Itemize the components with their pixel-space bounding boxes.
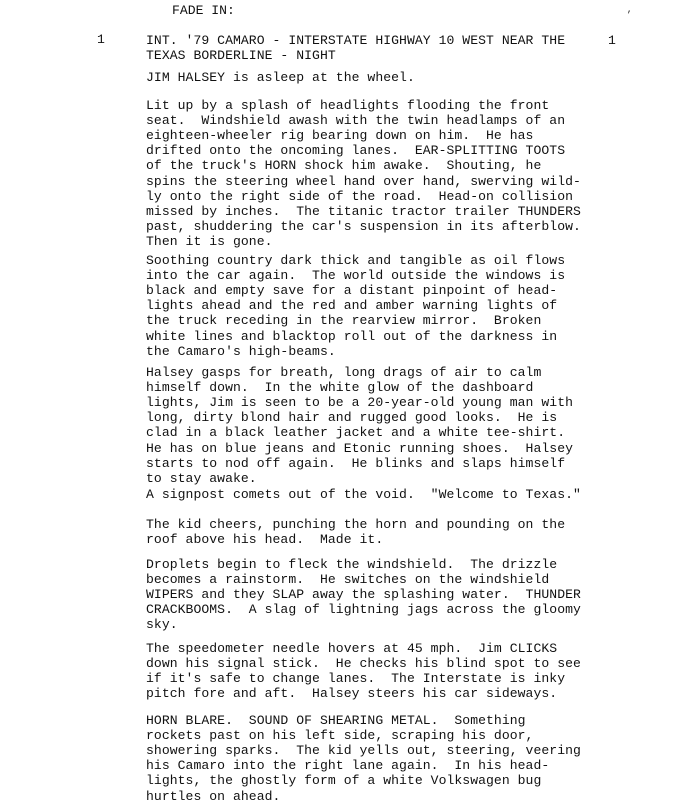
action-line: A signpost comets out of the void. "Welcome to Texas." (146, 487, 581, 502)
action-line: Then it is gone. (146, 233, 273, 249)
action-line: roof above his head. Made it. (146, 532, 384, 548)
action-line: pitch fore and aft. Halsey steers his car sideways. (146, 686, 558, 702)
action-line: sky. (146, 617, 178, 633)
scene-heading-line: INT. '79 CAMARO - INTERSTATE HIGHWAY 10 WEST NEAR THE (146, 33, 566, 48)
scene-number-left: 1 (97, 32, 105, 47)
action-line: starts to nod off again. He blinks and slaps himself (146, 455, 566, 471)
action-line: lights, the ghostly form of a white Volkswagen bug (146, 773, 542, 789)
action-line: Halsey gasps for breath, long drags of air to calm (146, 365, 542, 380)
action-line: lights ahead and the red and amber warning lights of (146, 298, 558, 314)
action-line: WIPERS and they SLAP away the splashing water. THUNDER (146, 587, 581, 603)
action-line: HORN BLARE. SOUND OF SHEARING METAL. Something (146, 713, 526, 728)
action-line: CRACKBOOMS. A slag of lightning jags across the gloomy (146, 602, 581, 618)
action-line: of the truck's HORN shock him awake. Shouting, he (146, 158, 542, 174)
action-line: Lit up by a splash of headlights flooding the front (146, 98, 550, 113)
action-line: Droplets begin to fleck the windshield. The drizzle (146, 557, 558, 572)
scene-number-right: 1 (608, 33, 616, 48)
action-line: Soothing country dark thick and tangible as oil flows (146, 253, 566, 268)
action-line: past, shuddering the car's suspension in its afterblow. (146, 218, 581, 234)
action-line: down his signal stick. He checks his blind spot to see (146, 656, 581, 672)
action-line: into the car again. The world outside the windows is (146, 268, 566, 284)
action-line: himself down. In the white glow of the dashboard (146, 380, 534, 396)
action-line: lights, Jim is seen to be a 20-year-old young man with (146, 395, 574, 411)
action-line: rockets past on his left side, scraping his door, (146, 728, 534, 744)
action-line: JIM HALSEY is asleep at the wheel. (146, 70, 415, 85)
action-line: hurtles on ahead. (146, 788, 281, 804)
action-line: showering sparks. The kid yells out, steering, veering (146, 743, 581, 759)
action-line: if it's safe to change lanes. The Interstate is inky (146, 671, 566, 687)
action-line: The kid cheers, punching the horn and pounding on the (146, 517, 566, 532)
scene-heading-line: TEXAS BORDERLINE - NIGHT (146, 48, 336, 64)
action-line: black and empty save for a distant pinpoint of head- (146, 283, 558, 299)
action-line: the Camaro's high-beams. (146, 343, 336, 359)
action-line: becomes a rainstorm. He switches on the windshield (146, 572, 550, 588)
action-line: his Camaro into the right lane again. In his head- (146, 758, 550, 774)
action-line: He has on blue jeans and Etonic running shoes. Halsey (146, 440, 574, 456)
action-line: the truck receding in the rearview mirror. Broken (146, 313, 542, 329)
action-line: seat. Windshield awash with the twin headlamps of an (146, 113, 566, 129)
action-line: clad in a black leather jacket and a white tee-shirt. (146, 425, 566, 441)
page-speck: ’ (626, 11, 633, 22)
transition-fade-in: FADE IN: (172, 3, 235, 18)
action-line: missed by inches. The titanic tractor trailer THUNDERS (146, 203, 581, 219)
action-line: long, dirty blond hair and rugged good looks. He is (146, 410, 558, 426)
action-line: white lines and blacktop roll out of the darkness in (146, 328, 558, 344)
action-line: The speedometer needle hovers at 45 mph. Jim CLICKS (146, 641, 558, 656)
action-line: eighteen-wheeler rig bearing down on him. He has (146, 128, 534, 144)
action-line: to stay awake. (146, 470, 257, 486)
action-line: drifted onto the oncoming lanes. EAR-SPLITTING TOOTS (146, 143, 566, 159)
action-line: ly onto the right side of the road. Head-on collision (146, 188, 574, 204)
action-line: spins the steering wheel hand over hand, swerving wild- (146, 173, 581, 189)
